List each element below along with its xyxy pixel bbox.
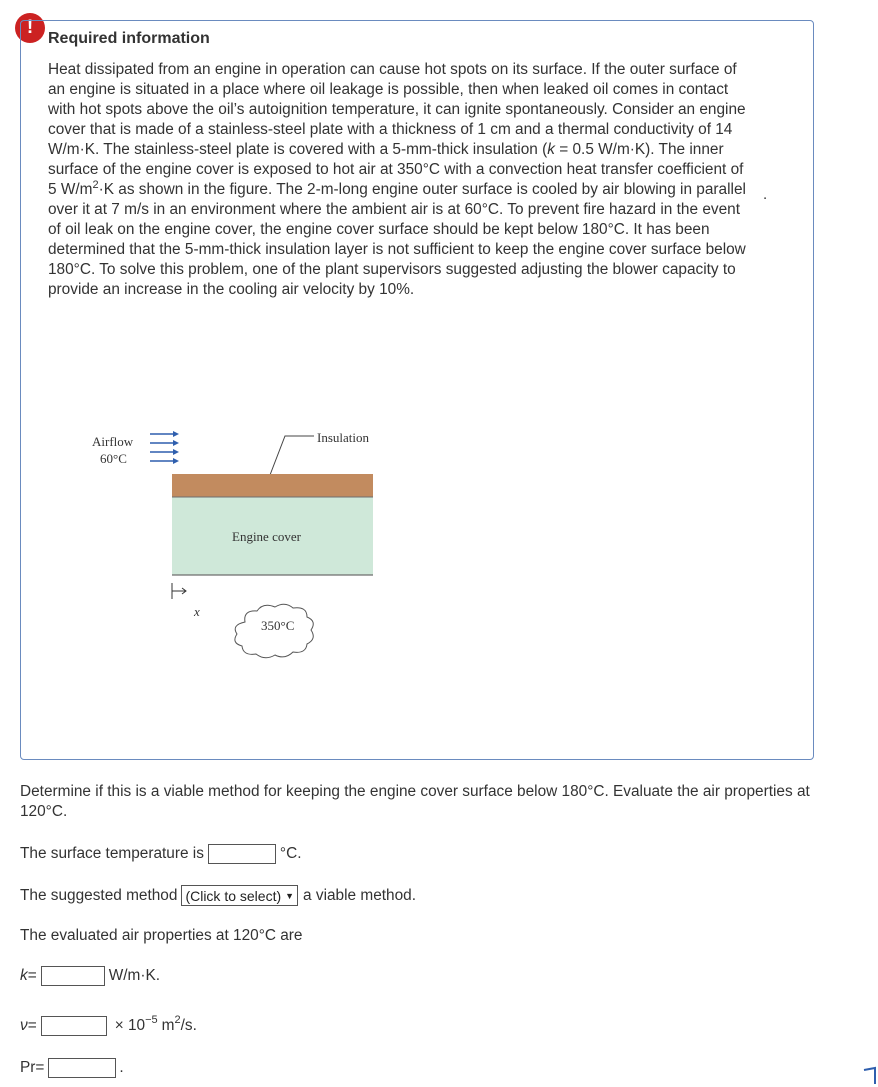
- insulation-layer: [172, 474, 373, 497]
- method-row: [20, 885, 416, 906]
- insulation-label: Insulation: [317, 430, 369, 445]
- x-axis-label: x: [194, 604, 200, 619]
- engine-cover-label: Engine cover: [232, 529, 301, 544]
- airflow-arrow: [150, 458, 179, 464]
- k-label: k: [20, 967, 28, 984]
- airflow-arrow: [150, 431, 179, 437]
- question-text: Determine if this is a viable method for keeping the engine cover surface below 180°C. Evaluate the air properties at 120°C.: [20, 783, 810, 820]
- nu-unit-sup: 2: [174, 1014, 181, 1026]
- nu-unit-tail: /s.: [180, 1017, 197, 1034]
- k-equals: =: [27, 967, 37, 984]
- method-select[interactable]: [181, 885, 298, 906]
- airflow-arrow: [150, 440, 179, 446]
- required-info-title: Required information: [48, 30, 210, 47]
- nu-label: ν: [20, 1017, 28, 1034]
- surface-temp-prefix: The surface temperature is: [20, 845, 204, 862]
- nu-equals: =: [27, 1017, 37, 1034]
- properties-intro-text: The evaluated air properties at 120°C are: [20, 927, 303, 944]
- problem-text-part3: ·K as shown in the figure. The 2-m-long engine outer surface is cooled by air blowing in parallel over it at 7 m/s in an environment where the ambient air is at 60°C. To prevent fire hazard in the event of oil leak on the engine cover, the engine cover surface should be kept below 180°C. It has been determined that the 5-mm-thick insulation layer is not sufficient to keep the engine cover surface below 180°C. To solve this problem, one of the plant supervisors suggested adjusting the blower capacity to provide an increase in the cooling air velocity by 10%.: [48, 181, 746, 298]
- chevron-down-icon: ▼: [285, 890, 295, 901]
- surface-temp-input[interactable]: [208, 844, 276, 864]
- airflow-label: Airflow: [92, 434, 134, 449]
- k-symbol: k: [547, 141, 555, 158]
- problem-statement: [48, 60, 748, 300]
- k-row: [20, 966, 160, 986]
- surface-temp-row: [20, 844, 301, 864]
- pr-row: [20, 1058, 124, 1078]
- x-axis-symbol: [172, 583, 186, 599]
- hot-air-temp-label: 350°C: [261, 618, 295, 633]
- problem-text-part1: Heat dissipated from an engine in operation can cause hot spots on its surface. If the outer surface of an engine is situated in a place where oil leakage is possible, then when leaked oil comes in contact with hot spots above the oil’s autoignition temperature, it can ignite spontaneously. Consider an engine cover that is made of a stainless-steel plate with a thickness of 1 cm and a thermal conductivity of 14 W/m·K. The stainless-steel plate is covered with a 5-mm-thick insulation (: [48, 61, 746, 158]
- method-prefix: The suggested method: [20, 886, 178, 904]
- pr-equals: =: [35, 1059, 45, 1076]
- pr-suffix: .: [119, 1059, 124, 1076]
- nu-input[interactable]: [41, 1016, 107, 1036]
- edge-fragment-mark: [862, 1062, 876, 1084]
- engine-cover-diagram: [80, 410, 400, 680]
- surface-temp-unit: °C.: [279, 845, 302, 862]
- nu-times: × 10: [114, 1017, 146, 1034]
- nu-unit-base: m: [161, 1017, 175, 1034]
- nu-row: [20, 1016, 197, 1036]
- airflow-arrows: [150, 431, 179, 464]
- stray-dot: .: [763, 186, 768, 203]
- pr-input[interactable]: [48, 1058, 116, 1078]
- k-input[interactable]: [41, 966, 105, 986]
- properties-intro: [20, 927, 303, 945]
- problem-sup: 2: [92, 178, 99, 191]
- airflow-arrow: [150, 449, 179, 455]
- nu-exponent: −5: [145, 1014, 158, 1026]
- method-select-label: (Click to select): [185, 887, 282, 904]
- engine-cover-figure: [80, 410, 400, 680]
- airflow-temp-label: 60°C: [100, 451, 127, 466]
- pr-label: Pr: [20, 1059, 36, 1076]
- method-suffix: a viable method.: [303, 886, 416, 904]
- problem-text-part2: = 0.5 W/m·K). The inner surface of the engine cover is exposed to hot air at 350°C with a convection heat transfer coefficient of 5 W/m: [48, 141, 744, 198]
- alert-icon: !: [15, 13, 45, 43]
- k-unit: W/m·K.: [108, 967, 160, 984]
